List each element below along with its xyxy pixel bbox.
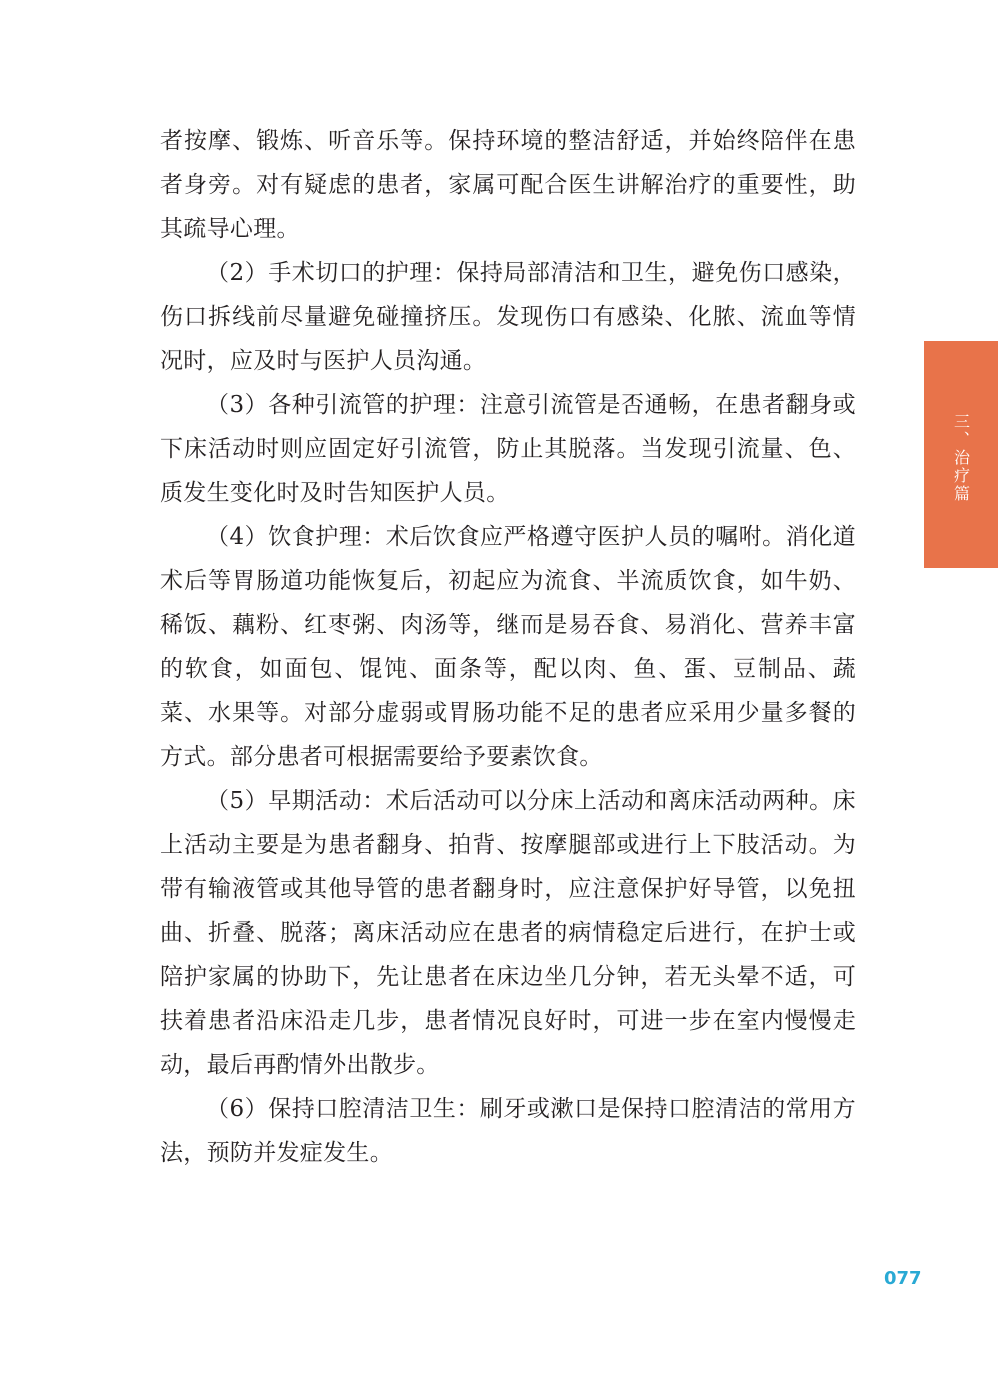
chapter-tab-label: 三、治疗篇 xyxy=(951,413,971,503)
paragraph-continued: 者按摩、锻炼、听音乐等。保持环境的整洁舒适，并始终陪伴在患者身旁。对有疑虑的患者，家属可配合医生讲解治疗的重要性，助其疏导心理。 xyxy=(160,128,856,242)
paragraph-drainage-care: （3）各种引流管的护理：注意引流管是否通畅，在患者翻身或下床活动时则应固定好引流管，防止其脱落。当发现引流量、色、质发生变化时及时告知医护人员。 xyxy=(160,392,856,506)
paragraph-incision-care: （2）手术切口的护理：保持局部清洁和卫生，避免伤口感染，伤口拆线前尽量避免碰撞挤压。发现伤口有感染、化脓、流血等情况时，应及时与医护人员沟通。 xyxy=(160,260,856,374)
paragraph-early-activity: （5）早期活动：术后活动可以分床上活动和离床活动两种。床上活动主要是为患者翻身、拍背、按摩腿部或进行上下肢活动。为带有输液管或其他导管的患者翻身时，应注意保护好导管，以免扭曲、折叠、脱落；离床活动应在患者的病情稳定后进行，在护士或陪护家属的协助下，先让患者在床边坐几分钟，若无头晕不适，可扶着患者沿床沿走几步，患者情况良好时，可进一步在室内慢慢走动，最后再酌情外出散步。 xyxy=(160,788,856,1078)
page-number: 077 xyxy=(884,1268,922,1289)
paragraph-diet-care: （4）饮食护理：术后饮食应严格遵守医护人员的嘱咐。消化道术后等胃肠道功能恢复后，初起应为流食、半流质饮食，如牛奶、稀饭、藕粉、红枣粥、肉汤等，继而是易吞食、易消化、营养丰富的软食，如面包、馄饨、面条等，配以肉、鱼、蛋、豆制品、蔬菜、水果等。对部分虚弱或胃肠功能不足的患者应采用少量多餐的方式。部分患者可根据需要给予要素饮食。 xyxy=(160,524,856,770)
paragraph-oral-hygiene: （6）保持口腔清洁卫生：刷牙或漱口是保持口腔清洁的常用方法，预防并发症发生。 xyxy=(160,1096,856,1166)
body-text xyxy=(160,119,856,1175)
chapter-side-tab xyxy=(924,341,998,568)
